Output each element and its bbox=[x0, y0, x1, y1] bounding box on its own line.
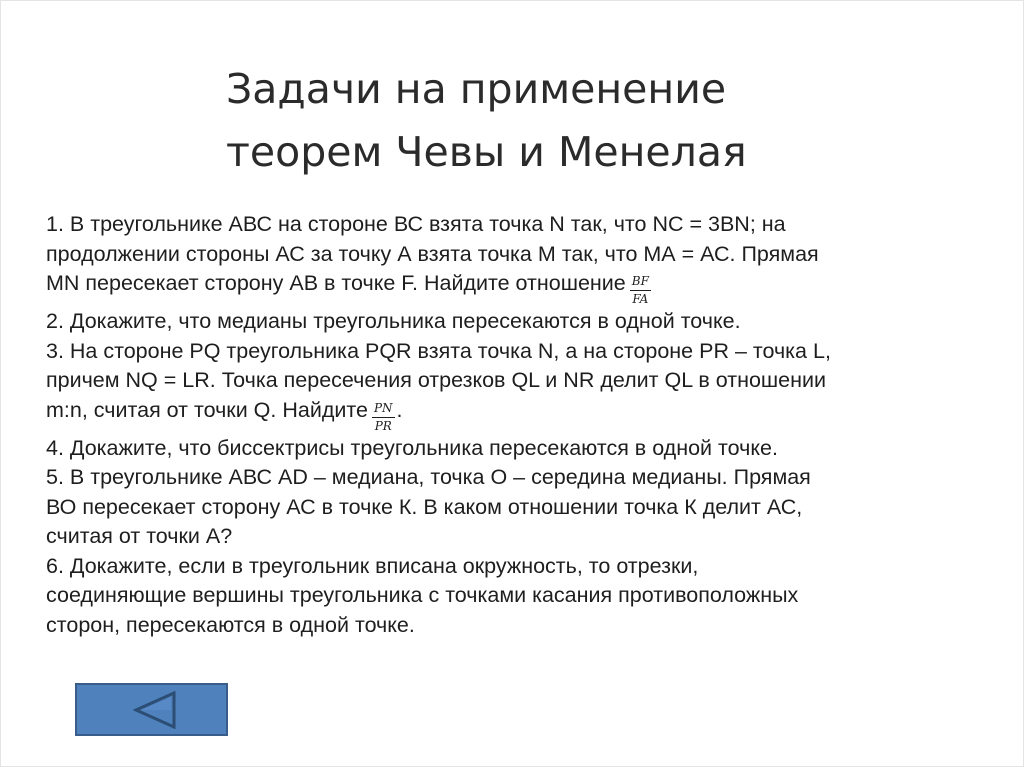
fraction-numerator: PN bbox=[372, 401, 395, 418]
problem-4 bbox=[46, 434, 996, 464]
problem-1-text: MN пересекает сторону АВ в точке F. Найдите отношение bbox=[46, 271, 626, 295]
problem-6-line-2: соединяющие вершины треугольника с точками касания противоположных bbox=[46, 583, 799, 607]
problem-3 bbox=[46, 337, 996, 434]
problem-1 bbox=[46, 210, 996, 307]
back-button[interactable] bbox=[75, 683, 228, 736]
problem-list bbox=[46, 210, 996, 640]
problem-6 bbox=[46, 552, 996, 641]
problem-5-line-2: ВО пересекает сторону АС в точке К. В каком отношении точка К делит АС, bbox=[46, 494, 803, 519]
problem-6-line-1: 6. Докажите, если в треугольник вписана окружность, то отрезки, bbox=[46, 553, 699, 578]
fraction-bf-fa bbox=[630, 274, 651, 307]
slide-title-line-2: теорем Чевы и Менелая bbox=[226, 128, 747, 176]
problem-2 bbox=[46, 307, 996, 337]
left-triangle-icon bbox=[133, 691, 177, 729]
fraction-denominator: FA bbox=[632, 292, 649, 306]
problem-5-line-1: 5. В треугольнике АВС AD – медиана, точка О – середина медианы. Прямая bbox=[46, 465, 811, 489]
problem-1-line-2: продолжении стороны АС за точку А взята точка М так, что МА = АС. Прямая bbox=[46, 241, 819, 266]
problem-3-text: m:n, считая от точки Q. Найдите bbox=[46, 397, 368, 422]
problem-1-line-3 bbox=[46, 269, 996, 307]
fraction-numerator: BF bbox=[630, 274, 651, 291]
problem-4-line-1: 4. Докажите, что биссектрисы треугольника пересекаются в одной точке. bbox=[46, 435, 778, 460]
problem-1-line-1: 1. В треугольнике АВС на стороне ВС взята точка N так, что NC = 3BN; на bbox=[46, 212, 786, 236]
problem-2-line-1: 2. Докажите, что медианы треугольника пересекаются в одной точке. bbox=[46, 309, 741, 333]
fraction-denominator: PR bbox=[374, 418, 392, 433]
problem-3-line-2: причем NQ = LR. Точка пересечения отрезков QL и NR делит QL в отношении bbox=[46, 368, 826, 392]
problem-3-line-1: 3. На стороне PQ треугольника PQR взята точка N, а на стороне PR – точка L, bbox=[46, 338, 831, 363]
slide-title-line-1: Задачи на применение bbox=[226, 65, 727, 113]
problem-5 bbox=[46, 463, 996, 552]
problem-3-line-3 bbox=[46, 396, 996, 434]
problem-6-line-3: сторон, пересекаются в одной точке. bbox=[46, 612, 415, 637]
slide-title bbox=[226, 58, 866, 184]
fraction-pn-pr bbox=[372, 401, 395, 434]
problem-3-suffix: . bbox=[396, 397, 403, 422]
problem-5-line-3: считая от точки А? bbox=[46, 524, 233, 548]
